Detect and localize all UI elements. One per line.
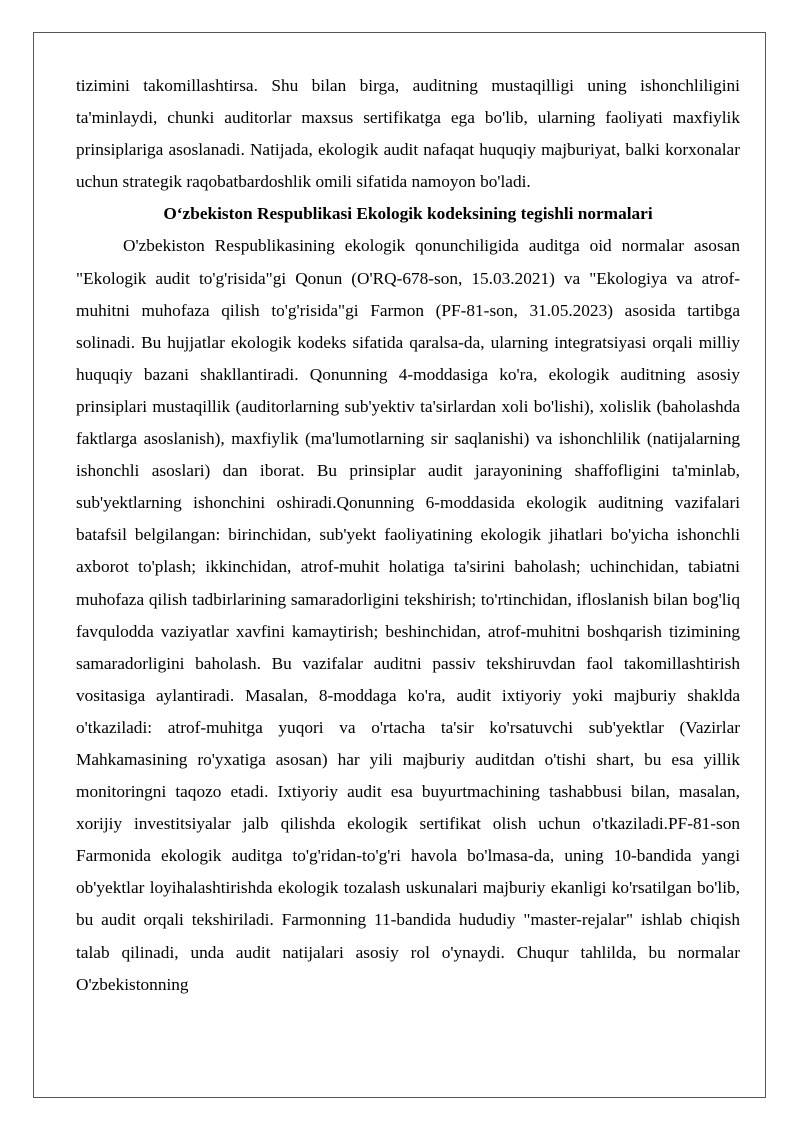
paragraph-main: O'zbekiston Respublikasining ekologik qonunchiligida auditga oid normalar asosan "Ekologik audit to'g'risida"gi Qonun (O'RQ-678-son, 15.03.2021) va "Ekologiya va atrof-muhitni muhofaza qilish to'g'risida"gi Farmon (PF-81-son, 31.05.2023) asosida tartibga solinadi. Bu hujjatlar ekologik kodeks sifatida qaralsa-da, ularning integratsiyasi orqali milliy huquqiy bazani shakllantiradi. Qonunning 4-moddasiga ko'ra, ekologik auditning asosiy prinsiplari mustaqillik (auditorlarning sub'yektiv ta'sirlardan xoli bo'lishi), xolislik (baholashda faktlarga asoslanish), maxfiylik (ma'lumotlarning sir saqlanishi) va ishonchlilik (natijalarning ishonchli asoslari) dan iborat. Bu prinsiplar audit jarayonining shaffofligini ta'minlab, sub'yektlarning ishonchini oshiradi.Qonunning 6-moddasida ekologik auditning vazifalari batafsil belgilangan: birinchidan, sub'yekt faoliyatining ekologik jihatlari bo'yicha ishonchli axborot to'plash; ikkinchidan, atrof-muhit holatiga ta'sirini baholash; uchinchidan, tabiatni muhofaza qilish tadbirlarining samaradorligini tekshirish; to'rtinchidan, ifloslanish bilan bog'liq favqulodda vaziyatlar xavfini kamaytirish; beshinchidan, atrof-muhitni boshqarish tizimining samaradorligini baholash. Bu vazifalar auditni passiv tekshiruvdan faol takomillashtirish vositasiga aylantiradi. Masalan, 8-moddaga ko'ra, audit ixtiyoriy yoki majburiy shaklda o'tkaziladi: atrof-muhitga yuqori va o'rtacha ta'sir ko'rsatuvchi sub'yektlar (Vazirlar Mahkamasining ro'yxatiga asosan) har yili majburiy auditdan o'tishi shart, bu esa yillik monitoringni taqozo etadi. Ixtiyoriy audit esa buyurtmachining tashabbusi bilan, masalan, xorijiy investitsiyalar jalb qilishda ekologik sertifikat olish uchun o'tkaziladi.PF-81-son Farmonida ekologik auditga to'g'ridan-to'g'ri havola bo'lmasa-da, uning 10-bandida yangi ob'yektlar loyihalashtirishda ekologik tozalash uskunalari majburiy ekanligi ko'rsatilgan bo'lib, bu audit orqali tekshiriladi. Farmonning 11-bandida hududiy "master-rejalar" ishlab chiqish talab qilinadi, unda audit natijalari asosiy rol o'ynaydi. Chuqur tahlilda, bu normalar O'zbekistonning <box>76 236 740 994</box>
paragraph-intro: tizimini takomillashtirsa. Shu bilan birga, auditning mustaqilligi uning ishonchliligini ta'minlaydi, chunki auditorlar maxsus sertifikatga ega bo'lib, ularning faoliyati maxfiylik prinsiplariga asoslanadi. Natijada, ekologik audit nafaqat huquqiy majburiyat, balki korxonalar uchun strategik raqobatbardoshlik omili sifatida namoyon bo'ladi. <box>76 76 740 192</box>
section-heading: O‘zbekiston Respublikasi Ekologik kodeksining tegishli normalari <box>163 204 653 224</box>
document-body <box>76 70 740 1001</box>
